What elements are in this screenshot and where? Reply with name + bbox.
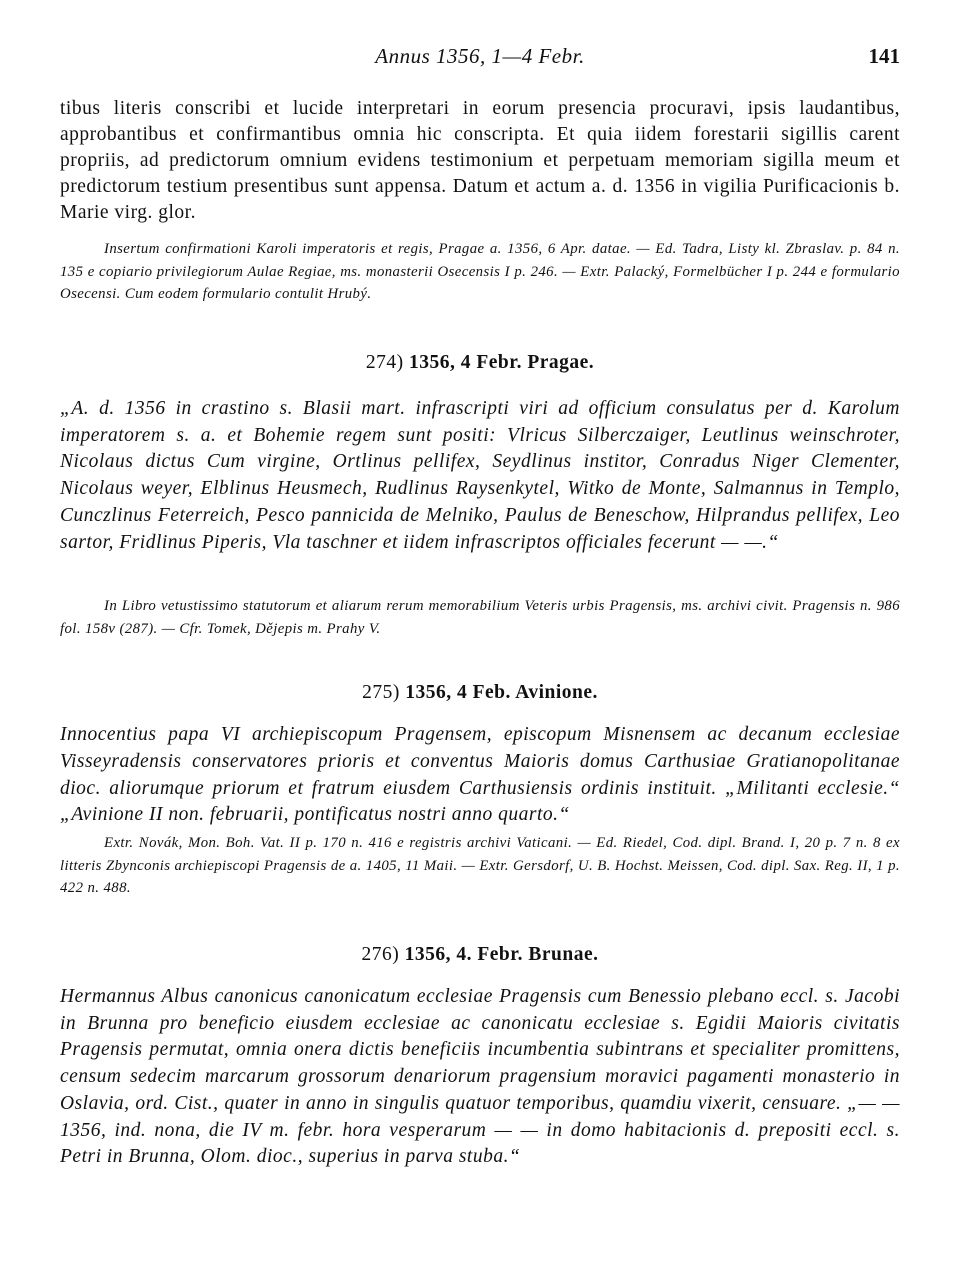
page-header [60,44,900,78]
entry-number: 276) [361,944,400,965]
entry-heading-276 [60,944,900,966]
entry-text-274: „A. d. 1356 in crastino s. Blasii mart. infrascripti viri ad officium consulatus per d. Karolum imperatorem s. a. et Bohemie regem sunt positi: Vlricus Silberczaiger, Leutlinus weinschroter, Nicolaus dictus Cum virgine, Ortlinus pellifex, Seydlinus institor, Conradus Niger Clementer, Nicolaus weyer, Elblinus Heusmech, Rudlinus Raysenkytel, Witko de Monte, Salmannus in Templo, Cunczlinus Feterreich, Pesco pannicida de Melniko, Paulus de Beneschow, Hilprandus pellifex, Leo sartor, Fridlinus Piperis, Vla taschner et iidem infrascriptos officiales fecerunt — —.“ [60,398,900,553]
intro-source-note: Insertum confirmationi Karoli imperatoris et regis, Pragae a. 1356, 6 Apr. datae. — Ed. Tadra, Listy kl. Zbraslav. p. 84 n. 135 e copiario privilegiorum Aulae Regiae, ms. monasterii Osecensis I p. 246. — Extr. Palacký, Formelbücher I p. 244 e formulario Osecensi. Cum eodem formulario contulit Hrubý. [60,241,900,302]
entry-date-place: 1356, 4 Feb. Avinione. [405,682,598,703]
entry-date-place: 1356, 4 Febr. Pragae. [408,352,595,373]
entry-heading-275 [60,682,900,704]
entry-text-276: Hermannus Albus canonicus canonicatum ecclesiae Pragensis cum Benessio plebano eccl. s. Jacobi in Brunna pro beneficio eiusdem ecclesiae ac canonicatu ecclesiae s. Egidii Maioris civitatis Pragensis permutat, omnia onera dictis beneficiis incumbentia subintrans et specialiter promittens, censum sedecim marcarum grossorum denariorum pragensium moravici pagamenti monasterio in Oslavia, ord. Cist., quater in anno in singulis quatuor temporibus, quamdiu vixerit, censuare. „— — 1356, ind. nona, die IV m. febr. hora vesperarum — — in domo habitacionis d. prepositi eccl. s. Petri in Brunna, Olom. dioc., superius in parva stuba.“ [60,986,900,1168]
intro-paragraph: tibus literis conscribi et lucide interpretari in eorum presencia procuravi, ipsis laudantibus, approbantibus et confirmantibus omnia hic conscripta. Et quia iidem forestarii sigillis carent propriis, ad predictorum omnium evidens testimonium et perpetuam memoriam sigilla meum et predictorum testium presentibus sunt appensa. Datum et actum a. d. 1356 in vigilia Purificacionis b. Marie virg. glor. [60,98,900,223]
entry-text-275: Innocentius papa VI archiepiscopum Pragensem, episcopum Misnensem ac decanum ecclesiae Visseyradensis conservatores prioris et conventus Maioris domus Carthusiae Gratianopolitanae dioc. aliorumque priorum et fratrum eiusdem Carthusiensis ordinis instituit. „Militanti ecclesie.“ „Avinione II non. februarii, pontificatus nostri anno quarto.“ [60,724,900,826]
entry-number: 275) [362,682,400,703]
entry-note-275: Extr. Novák, Mon. Boh. Vat. II p. 170 n. 416 e registris archivi Vaticani. — Ed. Riedel, Cod. dipl. Brand. I, 20 p. 7 n. 8 ex litteris Zbynconis archiepiscopi Pragensis de a. 1405, 11 Maii. — Extr. Gersdorf, U. B. Hochst. Meissen, Cod. dipl. Sax. Reg. II, 1 p. 422 n. 488. [60,835,900,896]
entry-note-274: In Libro vetustissimo statutorum et aliarum rerum memorabilium Veteris urbis Pragensis, ms. archivi civit. Pragensis n. 986 fol. 158v (287). — Cfr. Tomek, Dějepis m. Prahy V. [60,598,900,637]
entry-date-place: 1356, 4. Febr. Brunae. [404,944,599,965]
running-title: Annus 1356, 1—4 Febr. [375,44,585,68]
entry-number: 274) [365,352,404,373]
page-number: 141 [868,44,900,68]
entry-heading-274 [60,352,900,374]
